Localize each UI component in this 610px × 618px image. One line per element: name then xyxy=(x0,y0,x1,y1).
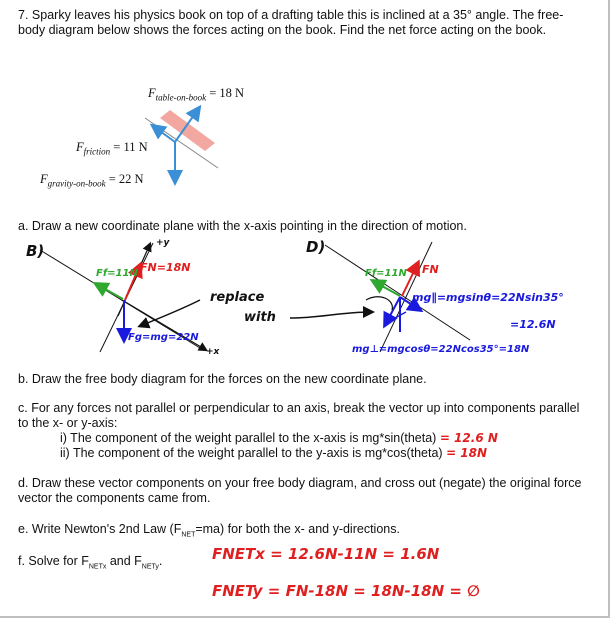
friction-force-arrow xyxy=(153,126,175,142)
part-f-text: f. Solve for $F_{NETx}$ and $F_{NETy}$. xyxy=(18,554,163,571)
question-text: 7. Sparky leaves his physics book on top of a drafting table this is inclined at a 35° angle. The free-body diagram below shows the forces acting on the book. Find the net force acting on the book. xyxy=(18,8,564,37)
part-a-text: a. Draw a new coordinate plane with the x-axis pointing in the direction of motion. xyxy=(18,219,467,233)
with-arrow xyxy=(290,312,372,318)
fnetx-answer: FNETx = 12.6N-11N = 1.6N xyxy=(212,545,440,563)
replace-label: replace xyxy=(210,290,265,305)
part-c-ii-answer: = 18N xyxy=(446,446,488,460)
gravity-force-label: $F_{gravity-on-book} = 22$ N xyxy=(40,172,144,189)
d-mg-par-result: =12.6N xyxy=(510,318,556,331)
d-curl-mark xyxy=(366,297,392,310)
b-ff-label: Ff=11N xyxy=(96,268,138,279)
part-c-text: c. For any forces not parallel or perpendicular to an axis, break the vector up into components parallel to the x- or y-axis: xyxy=(18,401,580,430)
replace-arrow xyxy=(140,300,200,326)
part-d-text: d. Draw these vector components on your free body diagram, and cross out (negate) the original force vector the components came from. xyxy=(18,476,582,505)
part-c-i-answer: = 12.6 N xyxy=(439,431,498,445)
b-ff-arrow xyxy=(96,284,123,299)
d-label: D) xyxy=(306,238,326,256)
d-fn-label: FN xyxy=(422,263,439,276)
d-mg-perp-label: mg⊥=mgcosθ=22Ncos35°=18N xyxy=(352,344,530,355)
with-label: with xyxy=(244,310,276,325)
friction-force-label: $F_{friction} = 11$ N xyxy=(76,140,148,157)
b-fg-label: Fg=mg=22N xyxy=(128,332,199,343)
part-b-text: b. Draw the free body diagram for the forces on the new coordinate plane. xyxy=(18,372,427,386)
book-shape xyxy=(160,110,215,151)
d-mg-par-label: mg∥=mgsinθ=22Nsin35° xyxy=(412,291,564,304)
d-ff-arrow xyxy=(373,281,400,296)
part-e-text: e. Write Newton's 2nd Law $(F_{NET}=ma)$ for both the x- and y-directions. xyxy=(18,522,400,539)
b-plus-y: +y xyxy=(156,238,170,248)
fnety-answer: FNETy = FN-18N = 18N-18N = ∅ xyxy=(212,582,480,600)
d-ff-label: Ff=11N xyxy=(365,268,407,279)
part-c-i: i) The component of the weight parallel to the x-axis is mg*sin(theta) = 12.6 N xyxy=(60,431,498,445)
b-label: B) xyxy=(26,242,45,260)
b-plus-x: +x xyxy=(206,347,220,357)
b-fn-label: FN=18N xyxy=(140,261,191,274)
d-mg-perp-arrow xyxy=(385,297,400,325)
table-force-label: $F_{table-on-book} = 18$ N xyxy=(148,86,245,103)
part-c-ii: ii) The component of the weight parallel to the y-axis is mg*cos(theta) = 18N xyxy=(60,446,488,460)
